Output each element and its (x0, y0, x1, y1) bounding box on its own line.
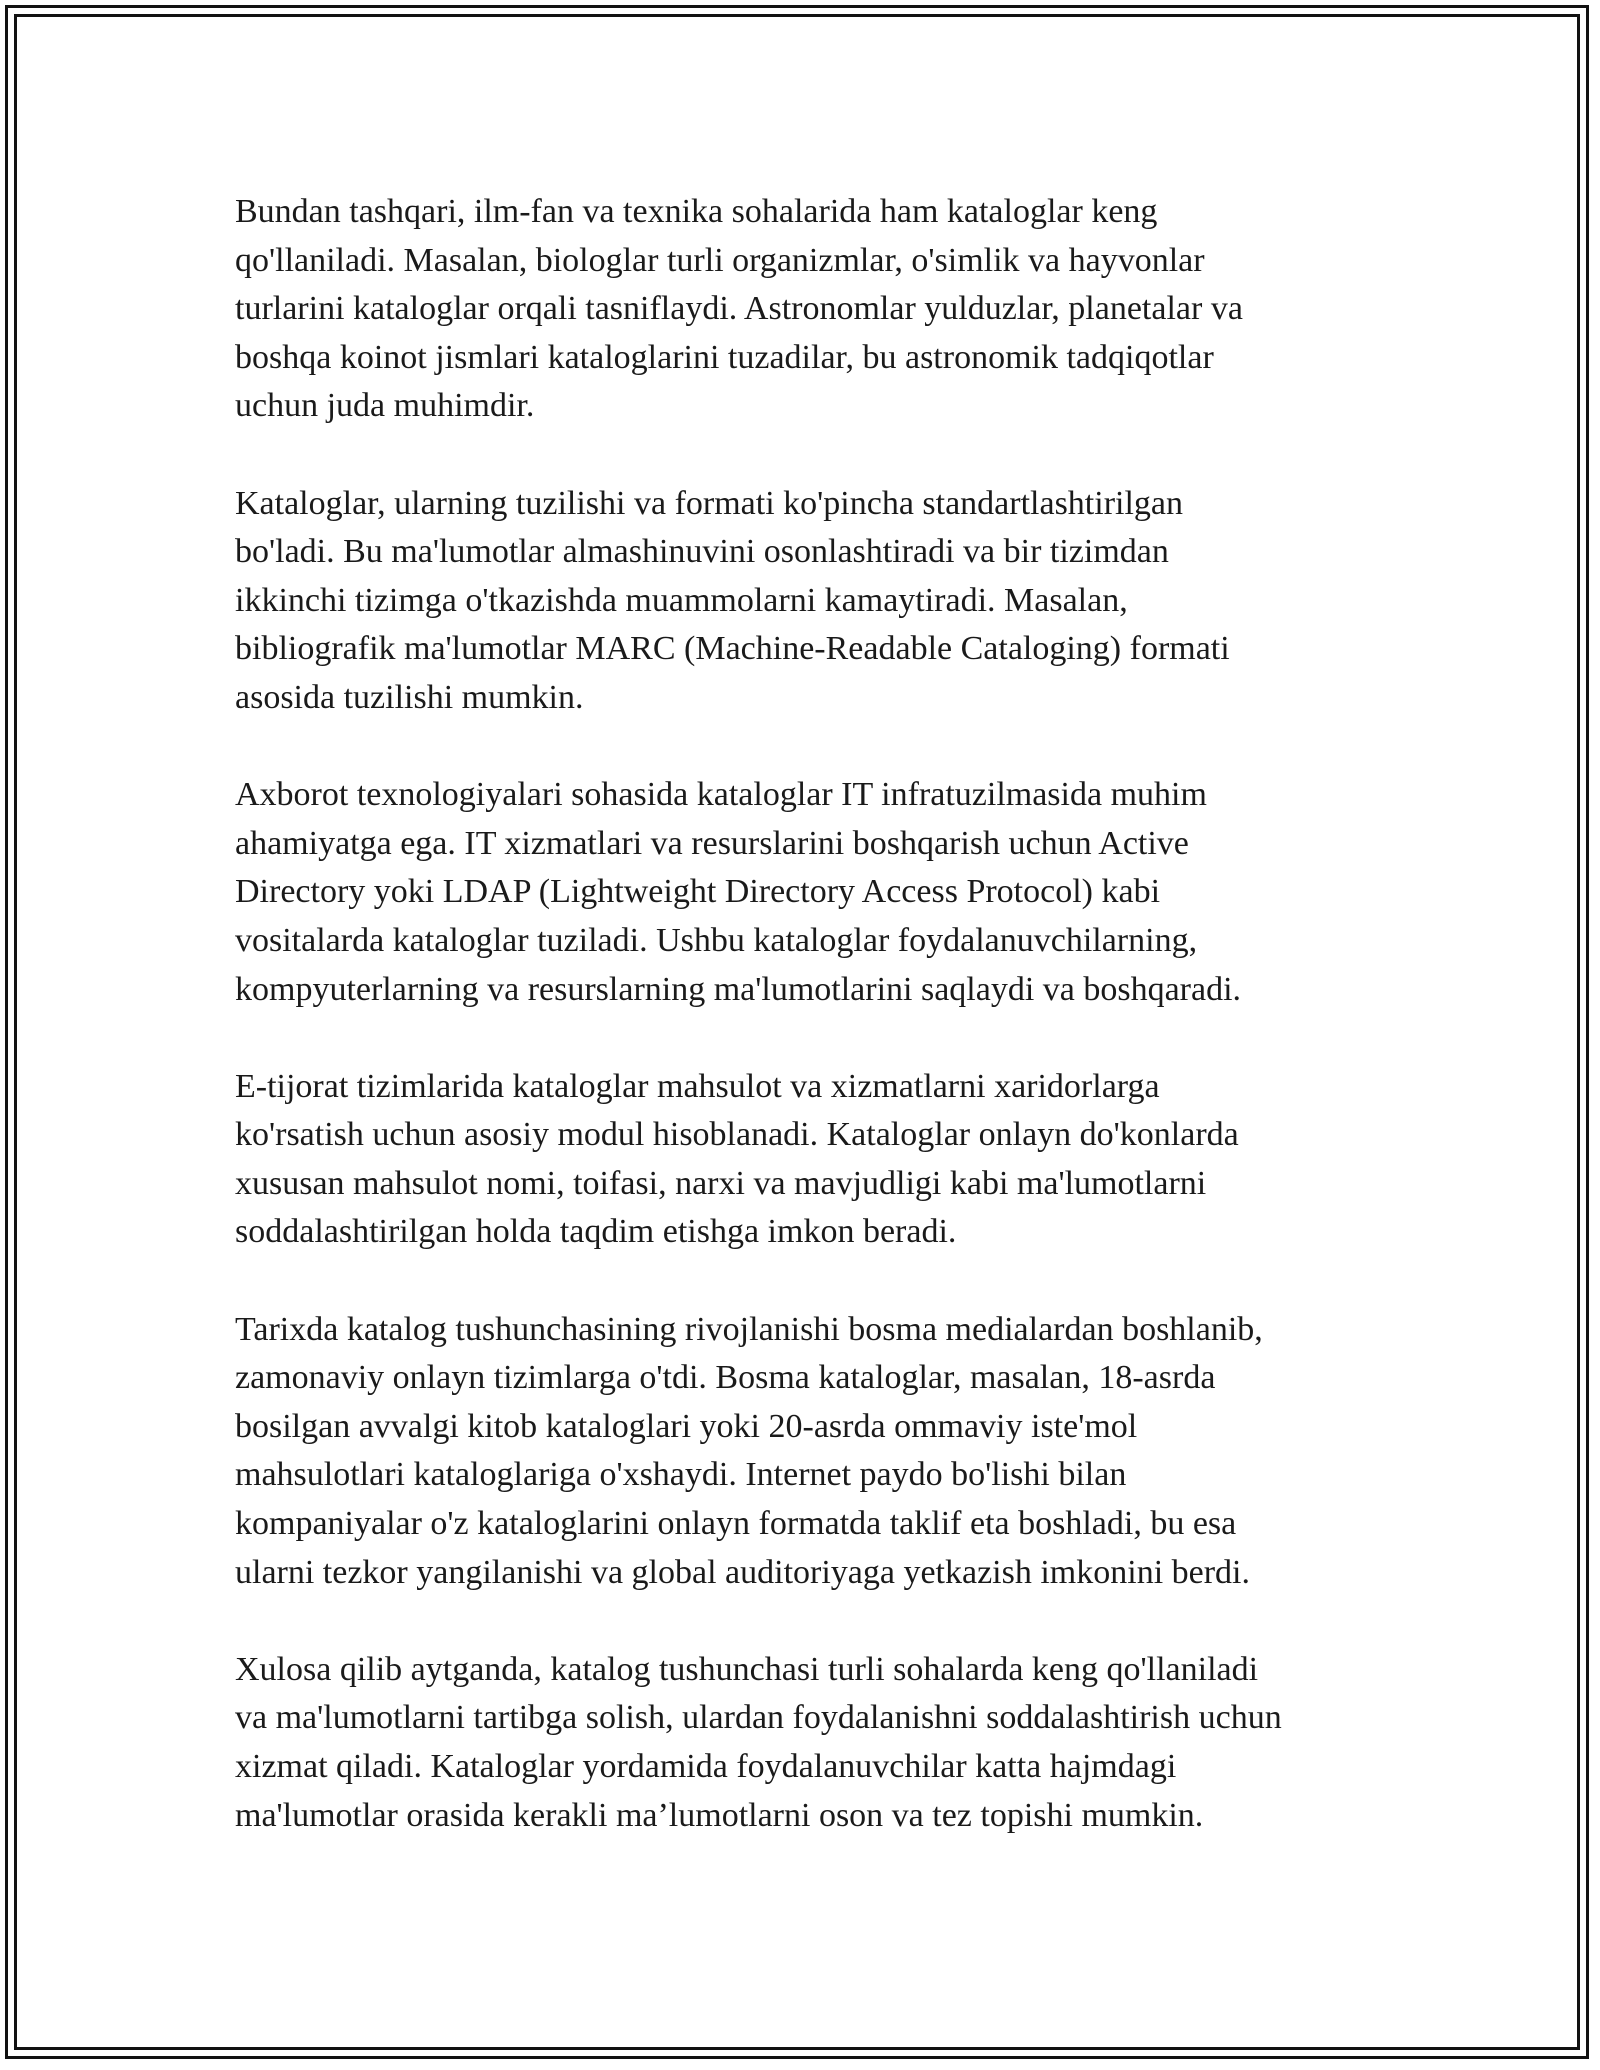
paragraph-it-catalogs: Axborot texnologiyalari sohasida kataloglar IT infratuzilmasida muhim ahamiyatga ega. IT xizmatlari va resurslarini boshqarish uchun Active Directory yoki LDAP (Lightweight Directory Access Protocol) kabi vositalarda kataloglar tuziladi. Ushbu kataloglar foydalanuvchilarning, kompyuterlarning va resurslarning ma'lumotlarini saqlaydi va boshqaradi. (235, 776, 1242, 1008)
paragraph-catalog-standards: Kataloglar, ularning tuzilishi va formati ko'pincha standartlashtirilgan bo'ladi. Bu ma'lumotlar almashinuvini osonlashtiradi va bir tizimdan ikkinchi tizimga o'tkazishda muammolarni kamaytiradi. Masalan, bibliografik ma'lumotlar MARC (Machine-Readable Cataloging) formati asosida tuzilishi mumkin. (235, 484, 1230, 716)
paragraph-catalog-history: Tarixda katalog tushunchasining rivojlanishi bosma medialardan boshlanib, zamonaviy onlayn tizimlarga o'tdi. Bosma kataloglar, masalan, 18-asrda bosilgan avvalgi kitob kataloglari yoki 20-asrda ommaviy iste'mol mahsulotlari kataloglariga o'xshaydi. Internet paydo bo'lishi bilan kompaniyalar o'z kataloglarini onlayn formatda taklif eta boshladi, bu esa ularni tezkor yangilanishi va global auditoriyaga yetkazish imkonini berdi. (235, 1310, 1263, 1591)
paragraph-conclusion: Xulosa qilib aytganda, katalog tushunchasi turli sohalarda keng qo'llaniladi va ma'lumotlarni tartibga solish, ulardan foydalanishni soddalashtirish uchun xizmat qiladi. Kataloglar yordamida foydalanuvchilar katta hajmdagi ma'lumotlar orasida kerakli ma’lumotlarni oson va tez topishi mumkin. (235, 1650, 1282, 1834)
paragraph-ecommerce-catalogs: E-tijorat tizimlarida kataloglar mahsulot va xizmatlarni xaridorlarga ko'rsatish uchun asosiy modul hisoblanadi. Kataloglar onlayn do'konlarda xususan mahsulot nomi, toifasi, narxi va mavjudligi kabi ma'lumotlarni soddalashtirilgan holda taqdim etishga imkon beradi. (235, 1067, 1239, 1251)
document-body (235, 188, 1415, 1889)
paragraph-science-catalogs: Bundan tashqari, ilm-fan va texnika sohalarida ham kataloglar keng qo'llaniladi. Masalan, biologlar turli organizmlar, o'simlik va hayvonlar turlarini kataloglar orqali tasniflaydi. Astronomlar yulduzlar, planetalar va boshqa koinot jismlari kataloglarini tuzadilar, bu astronomik tadqiqotlar uchun juda muhimdir. (235, 193, 1243, 425)
